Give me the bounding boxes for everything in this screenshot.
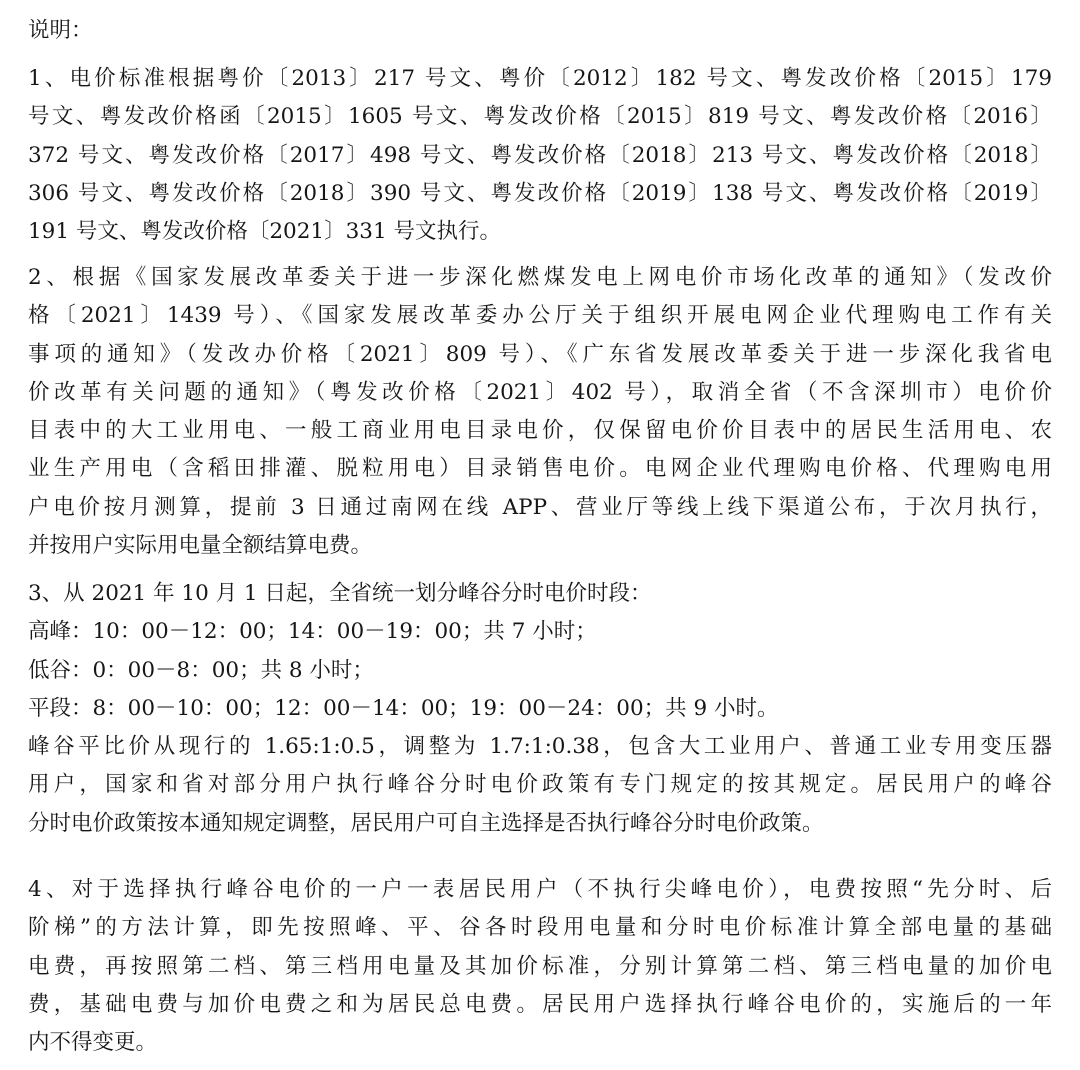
- paragraph-line: 并按用户实际用电量全额结算电费。: [28, 533, 373, 559]
- paragraph-line: 峰谷平比价从现行的 1.65:1:0.5，调整为 1.7:1:0.38，包含大工业用户、普通工业专用变压器: [28, 734, 1052, 760]
- paragraph-line: 费，基础电费与加价电费之和为居民总电费。居民用户选择执行峰谷电价的，实施后的一年: [28, 991, 1052, 1017]
- paragraph-line: 分时电价政策按本通知规定调整，居民用户可自主选择是否执行峰谷分时电价政策。: [28, 810, 824, 836]
- paragraph-line: 号文、粤发改价格函〔2015〕1605 号文、粤发改价格〔2015〕819 号文、粤发改价格〔2016〕: [28, 104, 1052, 130]
- paragraph-line: 1、电价标准根据粤价〔2013〕217 号文、粤价〔2012〕182 号文、粤发改价格〔2015〕179: [28, 66, 1052, 91]
- paragraph-3: [28, 575, 1052, 843]
- paragraph-line: 内不得变更。: [28, 1030, 158, 1056]
- paragraph-2: [28, 259, 1052, 565]
- flat-hours-line: 平段：8：00－10：00；12：00－14：00；19：00－24：00；共 9 小时。: [28, 695, 779, 721]
- paragraph-line: 3、从 2021 年 10 月 1 日起，全省统一划分峰谷分时电价时段：: [28, 581, 652, 606]
- paragraph-line: 306 号文、粤发改价格〔2018〕390 号文、粤发改价格〔2019〕138 号文、粤发改价格〔2019〕: [28, 180, 1052, 206]
- paragraph-4: [28, 871, 1052, 1062]
- paragraph-line: 电费，再按照第二档、第三档用电量及其加价标准，分别计算第二档、第三档电量的加价电: [28, 953, 1052, 979]
- paragraph-line: 目表中的大工业用电、一般工商业用电目录电价，仅保留电价价目表中的居民生活用电、农: [28, 418, 1052, 444]
- document-title: 说明：: [28, 18, 93, 43]
- paragraph-line: 户电价按月测算，提前 3 日通过南网在线 APP、营业厅等线上线下渠道公布，于次月执行，: [28, 494, 1052, 520]
- paragraph-line: 格〔2021〕1439 号）、《国家发展改革委办公厅关于组织开展电网企业代理购电工作有关: [28, 303, 1052, 329]
- paragraph-line: 用户，国家和省对部分用户执行峰谷分时电价政策有专门规定的按其规定。居民用户的峰谷: [28, 772, 1052, 798]
- paragraph-line: 2、根据《国家发展改革委关于进一步深化燃煤发电上网电价市场化改革的通知》（发改价: [28, 265, 1052, 290]
- paragraph-1: [28, 60, 1052, 251]
- paragraph-line: 191 号文、粤发改价格〔2021〕331 号文执行。: [28, 219, 501, 245]
- peak-hours-line: 高峰：10：00－12：00；14：00－19：00；共 7 小时；: [28, 619, 597, 645]
- paragraph-line: 事项的通知》（发改办价格〔2021〕809 号）、《广东省发展改革委关于进一步深化我省电: [28, 341, 1052, 367]
- valley-hours-line: 低谷：0：00－8：00；共 8 小时；: [28, 657, 374, 683]
- paragraph-line: 372 号文、粤发改价格〔2017〕498 号文、粤发改价格〔2018〕213 号文、粤发改价格〔2018〕: [28, 142, 1052, 168]
- paragraph-line: 价改革有关问题的通知》（粤发改价格〔2021〕402 号），取消全省（不含深圳市）电价价: [28, 379, 1052, 405]
- paragraph-line: 阶梯”的方法计算，即先按照峰、平、谷各时段用电量和分时电价标准计算全部电量的基础: [28, 915, 1052, 941]
- paragraph-line: 4、对于选择执行峰谷电价的一户一表居民用户（不执行尖峰电价），电费按照“先分时、后: [28, 877, 1052, 902]
- paragraph-line: 业生产用电（含稻田排灌、脱粒用电）目录销售电价。电网企业代理购电价格、代理购电用: [28, 456, 1052, 482]
- document-title-block: [28, 12, 1052, 50]
